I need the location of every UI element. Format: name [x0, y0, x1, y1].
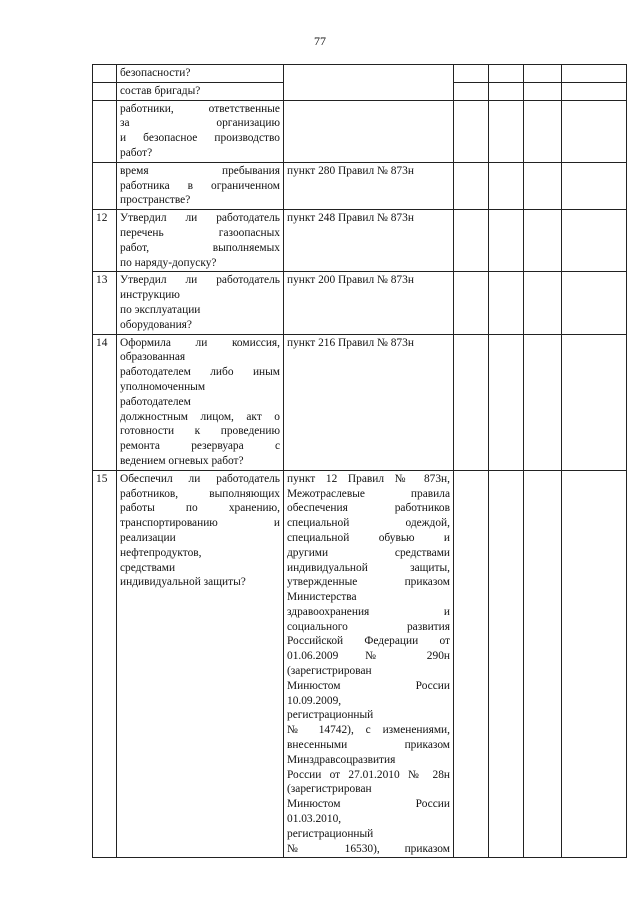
- row-number: [93, 82, 117, 100]
- question-line: и безопасное производство: [120, 132, 280, 145]
- reference-line: № 16530), приказом: [287, 842, 450, 855]
- answer-yes-cell: [454, 82, 489, 100]
- answer-na-cell: [524, 65, 562, 83]
- answer-na-cell: [524, 210, 562, 272]
- row-number: 15: [93, 470, 117, 858]
- question-line: время пребывания: [120, 164, 280, 177]
- answer-no-cell: [489, 65, 524, 83]
- reference-line: внесенными приказом: [287, 739, 450, 752]
- question-line: Утвердил ли работодатель: [120, 212, 280, 225]
- answer-no-cell: [489, 162, 524, 209]
- answer-yes-cell: [454, 334, 489, 470]
- question-line: транспортированию и: [120, 517, 280, 530]
- reference-line: России от 27.01.2010 № 28н: [287, 768, 450, 781]
- question-line: перечень газоопасных: [120, 226, 280, 239]
- question-cell: [117, 210, 284, 272]
- reference-line: регистрационный: [287, 827, 374, 840]
- table-row: [93, 470, 627, 858]
- reference-line: регистрационный: [287, 709, 374, 722]
- reference-line: 10.09.2009,: [287, 694, 342, 707]
- row-number: 14: [93, 334, 117, 470]
- reference-line: пункт 12 Правил № 873н,: [287, 472, 450, 485]
- question-line: Утвердил ли работодатель: [120, 274, 280, 287]
- table-row: [93, 162, 627, 209]
- table-row: [93, 210, 627, 272]
- checklist-table: [92, 64, 627, 858]
- reference-cell: пункт 248 Правил № 873н: [284, 210, 454, 272]
- question-line: должностным лицом, акт о: [120, 410, 280, 423]
- answer-no-cell: [489, 210, 524, 272]
- question-line: пространстве?: [120, 194, 191, 207]
- reference-cell: пункт 200 Правил № 873н: [284, 272, 454, 334]
- question-cell: [117, 100, 284, 162]
- reference-line: Министерства: [287, 591, 357, 604]
- answer-yes-cell: [454, 100, 489, 162]
- reference-line: другими средствами: [287, 546, 450, 559]
- answer-no-cell: [489, 82, 524, 100]
- answer-na-cell: [524, 334, 562, 470]
- reference-line: утвержденные приказом: [287, 576, 450, 589]
- question-line: работ, выполняемых: [120, 241, 280, 254]
- reference-line: индивидуальной защиты,: [287, 561, 450, 574]
- reference-line: Межотраслевые правила: [287, 487, 450, 500]
- question-line: готовности к проведению: [120, 425, 280, 438]
- question-line: нефтепродуктов,: [120, 546, 202, 559]
- question-cell: состав бригады?: [117, 82, 284, 100]
- question-line: работодателем либо иным: [120, 366, 280, 379]
- answer-no-cell: [489, 272, 524, 334]
- question-line: работ?: [120, 146, 153, 159]
- question-line: ремонта резервуара с: [120, 440, 280, 453]
- answer-yes-cell: [454, 162, 489, 209]
- reference-cell: пункт 280 Правил № 873н: [284, 162, 454, 209]
- answer-no-cell: [489, 100, 524, 162]
- question-line: работы по хранению,: [120, 502, 280, 515]
- question-cell: [117, 334, 284, 470]
- row-number: [93, 162, 117, 209]
- table-row: [93, 65, 627, 83]
- answer-yes-cell: [454, 65, 489, 83]
- reference-line: 01.03.2010,: [287, 813, 342, 826]
- question-line: инструкцию: [120, 289, 180, 302]
- answer-yes-cell: [454, 470, 489, 858]
- answer-yes-cell: [454, 272, 489, 334]
- reference-cell: [284, 470, 454, 858]
- question-line: работников, выполняющих: [120, 487, 280, 500]
- answer-yes-cell: [454, 210, 489, 272]
- question-line: уполномоченным: [120, 380, 206, 393]
- question-line: работодателем: [120, 395, 191, 408]
- question-line: Оформила ли комиссия,: [120, 336, 280, 349]
- reference-line: обеспечения работников: [287, 502, 450, 515]
- answer-na-cell: [524, 272, 562, 334]
- question-line: по наряду-допуску?: [120, 256, 217, 269]
- reference-line: специальной одеждой,: [287, 517, 450, 530]
- reference-line: Российской Федерации от: [287, 635, 450, 648]
- reference-cell: [284, 100, 454, 162]
- question-line: реализации: [120, 531, 176, 544]
- answer-na-cell: [524, 82, 562, 100]
- note-cell: [562, 210, 627, 272]
- note-cell: [562, 82, 627, 100]
- question-line: оборудования?: [120, 318, 192, 331]
- reference-line: социального развития: [287, 620, 450, 633]
- question-cell: [117, 470, 284, 858]
- question-line: образованная: [120, 351, 186, 364]
- note-cell: [562, 334, 627, 470]
- reference-line: (зарегистрирован: [287, 783, 372, 796]
- reference-line: № 14742), с изменениями,: [287, 724, 450, 737]
- question-line: работника в ограниченном: [120, 179, 280, 192]
- question-line: средствами: [120, 561, 176, 574]
- question-line: за организацию: [120, 117, 280, 130]
- note-cell: [562, 162, 627, 209]
- reference-line: специальной обувью и: [287, 531, 450, 544]
- page-number: 77: [314, 34, 326, 48]
- reference-line: Минюстом России: [287, 798, 450, 811]
- note-cell: [562, 470, 627, 858]
- row-number: 12: [93, 210, 117, 272]
- row-number: [93, 100, 117, 162]
- answer-no-cell: [489, 334, 524, 470]
- answer-na-cell: [524, 162, 562, 209]
- question-line: индивидуальной защиты?: [120, 576, 246, 589]
- row-number: [93, 65, 117, 83]
- table-row: [93, 100, 627, 162]
- note-cell: [562, 65, 627, 83]
- question-cell: безопасности?: [117, 65, 284, 83]
- question-line: работники, ответственные: [120, 102, 280, 115]
- table-row: [93, 272, 627, 334]
- reference-line: (зарегистрирован: [287, 665, 372, 678]
- row-number: 13: [93, 272, 117, 334]
- question-line: ведением огневых работ?: [120, 454, 244, 467]
- note-cell: [562, 100, 627, 162]
- table-row: [93, 334, 627, 470]
- reference-line: Минюстом России: [287, 679, 450, 692]
- answer-no-cell: [489, 470, 524, 858]
- reference-line: Минздравсоцразвития: [287, 753, 396, 766]
- answer-na-cell: [524, 100, 562, 162]
- reference-line: здравоохранения и: [287, 605, 450, 618]
- question-cell: [117, 162, 284, 209]
- answer-na-cell: [524, 470, 562, 858]
- question-line: по эксплуатации: [120, 303, 201, 316]
- reference-line: 01.06.2009 № 290н: [287, 650, 450, 663]
- reference-cell: [284, 65, 454, 101]
- question-cell: [117, 272, 284, 334]
- note-cell: [562, 272, 627, 334]
- question-line: Обеспечил ли работодатель: [120, 472, 280, 485]
- reference-cell: пункт 216 Правил № 873н: [284, 334, 454, 470]
